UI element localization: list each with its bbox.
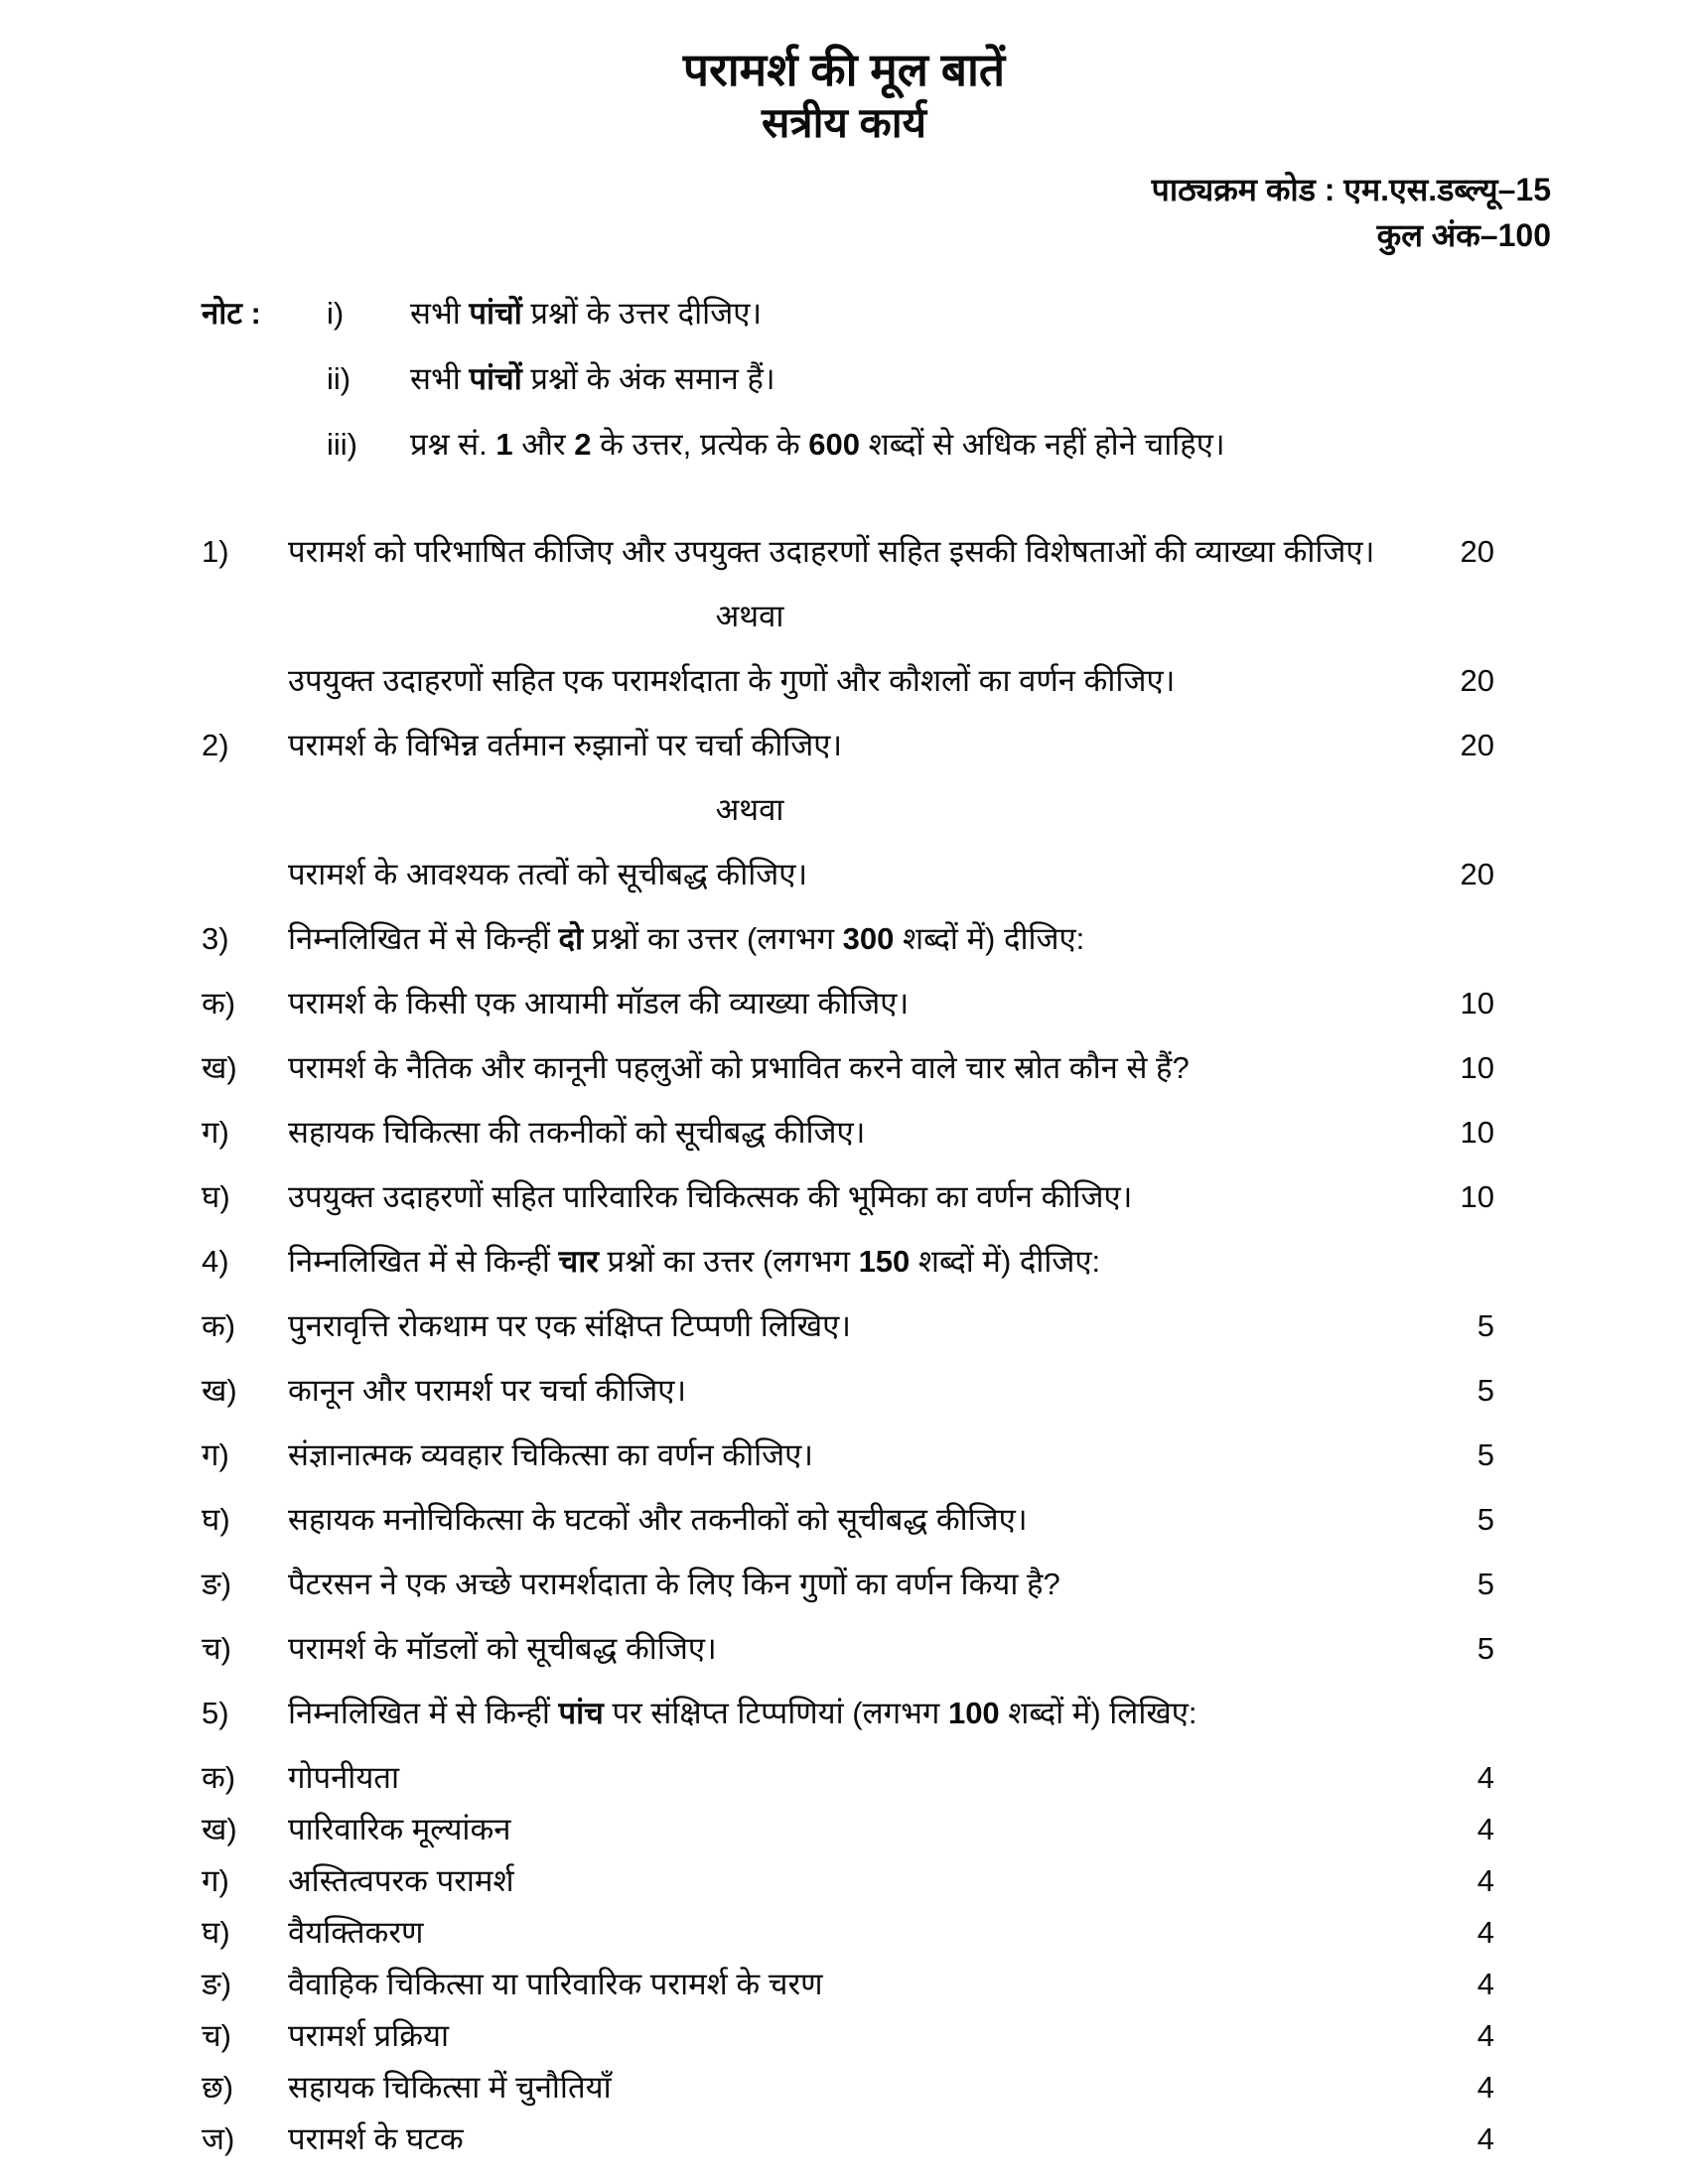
q4-item-gha	[202, 1500, 1494, 1540]
item-text: वैवाहिक चिकित्सा या पारिवारिक परामर्श के चरण	[288, 1967, 823, 2002]
question-2-row	[202, 726, 1494, 765]
item-marks: 4	[1477, 1812, 1494, 1847]
item-marks: 10	[1460, 1050, 1494, 1086]
q5-item-kha	[202, 1810, 1494, 1849]
q5-item-cha	[202, 2016, 1494, 2056]
question-4-row	[202, 1242, 1494, 1282]
item-text: परामर्श के मॉडलों को सूचीबद्ध कीजिए।	[288, 1631, 717, 1667]
question-3-row	[202, 919, 1494, 959]
note-text: सभी पांचों प्रश्नों के उत्तर दीजिए।	[410, 296, 763, 332]
item-letter: ख)	[202, 1373, 237, 1409]
or-label: अथवा	[715, 792, 784, 828]
question-number: 4)	[202, 1244, 229, 1280]
title-block	[0, 0, 1688, 148]
item-letter: क)	[202, 986, 236, 1022]
item-letter: क)	[202, 1760, 236, 1796]
q5-item-ja	[202, 2119, 1494, 2159]
question-text: निम्नलिखित में से किन्हीं दो प्रश्नों का उत्तर (लगभग 300 शब्दों में) दीजिए:	[288, 921, 1085, 957]
item-letter: च)	[202, 1631, 232, 1667]
item-text: पैटरसन ने एक अच्छे परामर्शदाता के लिए किन गुणों का वर्णन किया है?	[288, 1567, 1060, 1602]
item-marks: 5	[1477, 1373, 1494, 1409]
question-text: परामर्श को परिभाषित कीजिए और उपयुक्त उदाहरणों सहित इसकी विशेषताओं की व्याख्या कीजिए।	[288, 534, 1375, 570]
item-text: सहायक चिकित्सा में चुनौतियाँ	[288, 2070, 612, 2106]
item-letter: ख)	[202, 1050, 237, 1086]
question-marks: 20	[1460, 663, 1494, 699]
q5-item-ga	[202, 1861, 1494, 1901]
q4-item-nga	[202, 1565, 1494, 1604]
item-marks: 10	[1460, 986, 1494, 1022]
item-text: कानून और परामर्श पर चर्चा कीजिए।	[288, 1373, 687, 1409]
question-marks: 20	[1460, 857, 1494, 892]
item-text: संज्ञानात्मक व्यवहार चिकित्सा का वर्णन कीजिए।	[288, 1437, 814, 1473]
page-subtitle: सत्रीय कार्य	[762, 99, 926, 147]
note-item-ii	[202, 359, 1494, 399]
q5-item-chha	[202, 2068, 1494, 2108]
question-number: 3)	[202, 921, 229, 957]
item-text: पुनरावृत्ति रोकथाम पर एक संक्षिप्त टिप्पणी लिखिए।	[288, 1308, 852, 1344]
item-letter: घ)	[202, 1915, 230, 1951]
q2-or-row	[202, 790, 1494, 830]
question-number: 1)	[202, 534, 229, 570]
q5-item-gha	[202, 1913, 1494, 1953]
question-text: निम्नलिखित में से किन्हीं पांच पर संक्षिप्त टिप्पणियां (लगभग 100 शब्दों में) लिखिए:	[288, 1696, 1197, 1731]
question-1-row	[202, 532, 1494, 572]
item-text: परामर्श के घटक	[288, 2121, 464, 2157]
item-text: उपयुक्त उदाहरणों सहित पारिवारिक चिकित्सक की भूमिका का वर्णन कीजिए।	[288, 1179, 1133, 1215]
item-marks: 4	[1477, 2018, 1494, 2054]
question-text: निम्नलिखित में से किन्हीं चार प्रश्नों का उत्तर (लगभग 150 शब्दों में) दीजिए:	[288, 1244, 1101, 1280]
question-text: उपयुक्त उदाहरणों सहित एक परामर्शदाता के गुणों और कौशलों का वर्णन कीजिए।	[288, 663, 1176, 699]
note-text: प्रश्न सं. 1 और 2 के उत्तर, प्रत्येक के 600 शब्दों से अधिक नहीं होने चाहिए।	[410, 427, 1225, 463]
q3-item-ka	[202, 984, 1494, 1024]
note-item-iii	[202, 425, 1494, 465]
item-letter: ग)	[202, 1863, 229, 1899]
q5-item-ka	[202, 1758, 1494, 1798]
question-marks: 20	[1460, 728, 1494, 763]
question-text: परामर्श के आवश्यक तत्वों को सूचीबद्ध कीजिए।	[288, 857, 808, 892]
total-marks-line: कुल अंक–100	[1376, 216, 1551, 253]
q3-item-ga	[202, 1113, 1494, 1153]
q3-item-kha	[202, 1048, 1494, 1088]
item-marks: 4	[1477, 1967, 1494, 2002]
page-title: परामर्श की मूल बातें	[682, 44, 1006, 95]
item-text: सहायक चिकित्सा की तकनीकों को सूचीबद्ध कीजिए।	[288, 1115, 866, 1151]
item-marks: 4	[1477, 2121, 1494, 2157]
item-text: वैयक्तिकरण	[288, 1915, 424, 1951]
item-letter: ग)	[202, 1115, 229, 1151]
item-marks: 10	[1460, 1115, 1494, 1151]
note-number: iii)	[327, 427, 357, 463]
item-marks: 5	[1477, 1308, 1494, 1344]
q4-item-cha	[202, 1629, 1494, 1669]
note-number: i)	[327, 296, 345, 332]
q2-alternative-row	[202, 855, 1494, 894]
q3-item-gha	[202, 1177, 1494, 1217]
item-text: परामर्श के किसी एक आयामी मॉडल की व्याख्या कीजिए।	[288, 986, 910, 1022]
header-right-block	[0, 168, 1688, 258]
item-text: पारिवारिक मूल्यांकन	[288, 1812, 511, 1847]
item-marks: 4	[1477, 1915, 1494, 1951]
question-marks: 20	[1460, 534, 1494, 570]
item-letter: घ)	[202, 1179, 230, 1215]
course-code-line: पाठ्यक्रम कोड : एम.एस.डब्ल्यू–15	[1151, 172, 1551, 208]
item-text: परामर्श के नैतिक और कानूनी पहलुओं को प्रभावित करने वाले चार स्रोत कौन से हैं?	[288, 1050, 1190, 1086]
item-letter: घ)	[202, 1502, 230, 1538]
q5-item-nga	[202, 1965, 1494, 2004]
item-letter: ङ)	[202, 1967, 232, 2002]
question-text: परामर्श के विभिन्न वर्तमान रुझानों पर चर्चा कीजिए।	[288, 728, 843, 763]
item-text: अस्तित्वपरक परामर्श	[288, 1863, 514, 1899]
or-label: अथवा	[715, 599, 784, 634]
item-letter: छ)	[202, 2070, 234, 2106]
item-letter: क)	[202, 1308, 236, 1344]
note-item-i	[202, 294, 1494, 334]
item-text: परामर्श प्रक्रिया	[288, 2018, 450, 2054]
q5-items-group	[202, 1758, 1494, 2159]
question-number: 5)	[202, 1696, 229, 1731]
note-block	[0, 258, 1688, 465]
note-text: सभी पांचों प्रश्नों के अंक समान हैं।	[410, 361, 775, 397]
q1-alternative-row	[202, 661, 1494, 701]
item-text: सहायक मनोचिकित्सा के घटकों और तकनीकों को सूचीबद्ध कीजिए।	[288, 1502, 1028, 1538]
item-marks: 5	[1477, 1437, 1494, 1473]
item-letter: ज)	[202, 2121, 235, 2157]
item-letter: च)	[202, 2018, 232, 2054]
q4-item-kha	[202, 1371, 1494, 1411]
item-marks: 10	[1460, 1179, 1494, 1215]
q4-item-ga	[202, 1435, 1494, 1475]
item-marks: 5	[1477, 1631, 1494, 1667]
q4-item-ka	[202, 1306, 1494, 1346]
item-letter: ख)	[202, 1812, 237, 1847]
note-label: नोट :	[202, 296, 261, 332]
note-number: ii)	[327, 361, 352, 397]
item-letter: ङ)	[202, 1567, 232, 1602]
question-number: 2)	[202, 728, 229, 763]
question-5-row	[202, 1694, 1494, 1733]
item-marks: 4	[1477, 2070, 1494, 2106]
item-letter: ग)	[202, 1437, 229, 1473]
item-text: गोपनीयता	[288, 1760, 400, 1796]
item-marks: 5	[1477, 1567, 1494, 1602]
item-marks: 5	[1477, 1502, 1494, 1538]
q1-or-row	[202, 597, 1494, 636]
item-marks: 4	[1477, 1760, 1494, 1796]
item-marks: 4	[1477, 1863, 1494, 1899]
questions-block	[0, 490, 1688, 2159]
